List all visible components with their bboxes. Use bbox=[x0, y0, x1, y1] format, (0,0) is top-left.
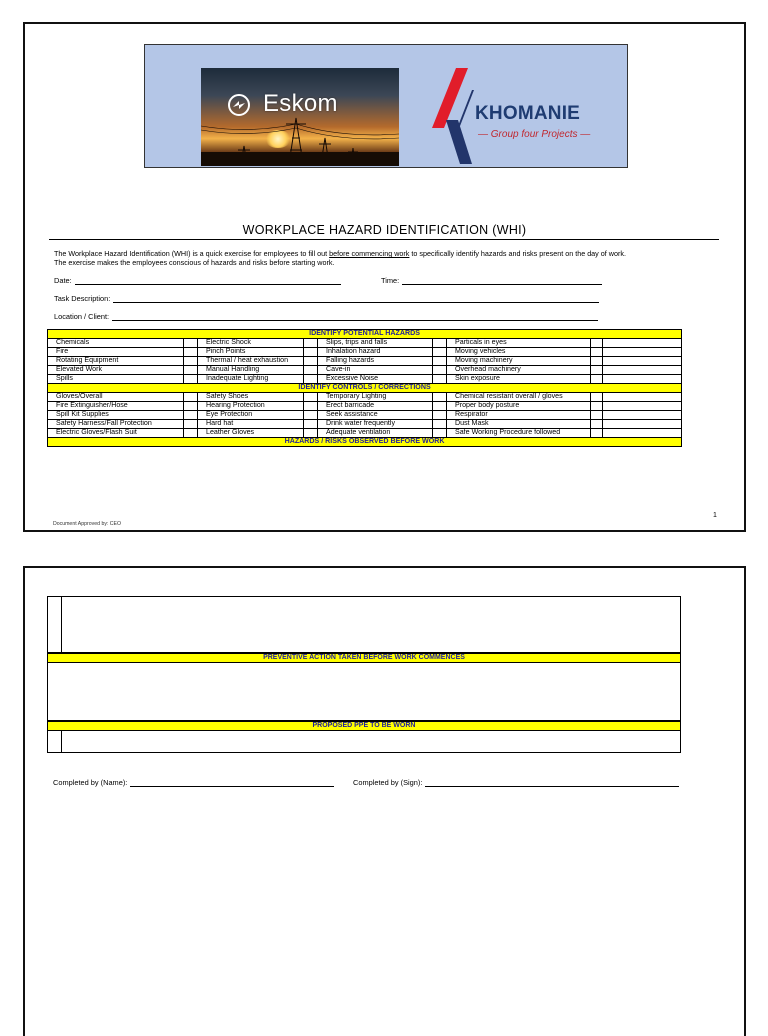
box-divider bbox=[61, 597, 62, 652]
completed-by-sign-input-line[interactable] bbox=[425, 779, 679, 787]
blank-cell bbox=[603, 420, 682, 429]
checkbox-cell[interactable] bbox=[433, 348, 447, 357]
hazard-row bbox=[48, 339, 682, 348]
control-item: Hard hat bbox=[198, 420, 304, 429]
hazard-row bbox=[48, 357, 682, 366]
logo-banner bbox=[144, 44, 628, 168]
checkbox-cell[interactable] bbox=[184, 348, 198, 357]
checkbox-cell[interactable] bbox=[304, 339, 318, 348]
time-label: Time: bbox=[381, 276, 400, 285]
control-item: Proper body posture bbox=[447, 402, 591, 411]
box-divider bbox=[61, 731, 62, 752]
proposed-ppe-box[interactable] bbox=[47, 731, 681, 753]
control-item: Adequate ventilation bbox=[318, 429, 433, 438]
document-approval-note: Document Approved by: CEO bbox=[53, 521, 122, 527]
blank-cell bbox=[603, 357, 682, 366]
control-item: Safe Working Procedure followed bbox=[447, 429, 591, 438]
control-item: Safety Shoes bbox=[198, 393, 304, 402]
checkbox-cell[interactable] bbox=[591, 339, 603, 348]
khomanie-tagline: — Group four Projects — bbox=[478, 129, 591, 140]
control-row bbox=[48, 411, 682, 420]
control-row bbox=[48, 402, 682, 411]
hazard-control-table bbox=[47, 329, 682, 447]
checkbox-cell[interactable] bbox=[433, 366, 447, 375]
checkbox-cell[interactable] bbox=[304, 402, 318, 411]
checkbox-cell[interactable] bbox=[304, 420, 318, 429]
task-description-field bbox=[54, 294, 599, 303]
hazard-item: Manual Handling bbox=[198, 366, 304, 375]
checkbox-cell[interactable] bbox=[184, 411, 198, 420]
hazard-item: Excessive Noise bbox=[318, 375, 433, 384]
checkbox-cell[interactable] bbox=[184, 339, 198, 348]
control-row bbox=[48, 393, 682, 402]
control-item: Drink water frequently bbox=[318, 420, 433, 429]
control-item: Respirator bbox=[447, 411, 591, 420]
blank-cell bbox=[603, 393, 682, 402]
checkbox-cell[interactable] bbox=[433, 411, 447, 420]
blank-cell bbox=[603, 375, 682, 384]
checkbox-cell[interactable] bbox=[304, 429, 318, 438]
section-header-hazards: IDENTIFY POTENTIAL HAZARDS bbox=[48, 330, 682, 339]
checkbox-cell[interactable] bbox=[184, 357, 198, 366]
hazard-row bbox=[48, 366, 682, 375]
checkbox-cell[interactable] bbox=[433, 357, 447, 366]
eskom-logo bbox=[201, 68, 399, 166]
control-item: Hearing Protection bbox=[198, 402, 304, 411]
control-item: Leather Gloves bbox=[198, 429, 304, 438]
control-item: Erect barricade bbox=[318, 402, 433, 411]
checkbox-cell[interactable] bbox=[591, 357, 603, 366]
control-item: Gloves/Overall bbox=[48, 393, 184, 402]
hazard-item: Elevated Work bbox=[48, 366, 184, 375]
page-1 bbox=[23, 22, 746, 532]
checkbox-cell[interactable] bbox=[433, 339, 447, 348]
eskom-wordmark: Eskom bbox=[263, 90, 338, 117]
task-description-input-line[interactable] bbox=[113, 295, 599, 303]
hazard-item: Moving vehicles bbox=[447, 348, 591, 357]
checkbox-cell[interactable] bbox=[433, 429, 447, 438]
blank-cell bbox=[603, 366, 682, 375]
location-client-label: Location / Client: bbox=[54, 312, 110, 321]
checkbox-cell[interactable] bbox=[591, 402, 603, 411]
date-label: Date: bbox=[54, 276, 72, 285]
checkbox-cell[interactable] bbox=[184, 393, 198, 402]
control-item: Temporary Lighting bbox=[318, 393, 433, 402]
page-number: 1 bbox=[713, 512, 717, 519]
khomanie-chevron-icon bbox=[426, 68, 474, 164]
checkbox-cell[interactable] bbox=[433, 402, 447, 411]
hazard-item: Inhalation hazard bbox=[318, 348, 433, 357]
blank-cell bbox=[603, 411, 682, 420]
hazard-item: Electric Shock bbox=[198, 339, 304, 348]
checkbox-cell[interactable] bbox=[304, 366, 318, 375]
title-underline bbox=[49, 239, 719, 240]
checkbox-cell[interactable] bbox=[591, 375, 603, 384]
control-row bbox=[48, 429, 682, 438]
page-2 bbox=[23, 566, 746, 1036]
hazard-item: Slips, trips and falls bbox=[318, 339, 433, 348]
hazard-item: Inadequate Lighting bbox=[198, 375, 304, 384]
hazard-item: Rotating Equipment bbox=[48, 357, 184, 366]
hazard-item: Particals in eyes bbox=[447, 339, 591, 348]
hazard-item: Overhead machinery bbox=[447, 366, 591, 375]
location-client-field bbox=[54, 312, 598, 321]
date-input-line[interactable] bbox=[75, 277, 341, 285]
hazard-item: Fire bbox=[48, 348, 184, 357]
checkbox-cell[interactable] bbox=[591, 348, 603, 357]
hazard-item: Moving machinery bbox=[447, 357, 591, 366]
hazard-item: Thermal / heat exhaustion bbox=[198, 357, 304, 366]
hazard-item: Spills bbox=[48, 375, 184, 384]
checkbox-cell[interactable] bbox=[184, 366, 198, 375]
location-client-input-line[interactable] bbox=[112, 313, 598, 321]
checkbox-cell[interactable] bbox=[433, 393, 447, 402]
preventive-action-box[interactable] bbox=[47, 663, 681, 721]
section-header-observed: HAZARDS / RISKS OBSERVED BEFORE WORK bbox=[48, 438, 682, 447]
checkbox-cell[interactable] bbox=[184, 375, 198, 384]
control-row bbox=[48, 420, 682, 429]
intro-text-underlined: before commencing work bbox=[329, 249, 410, 258]
completed-by-sign-label: Completed by (Sign): bbox=[353, 778, 423, 787]
checkbox-cell[interactable] bbox=[591, 366, 603, 375]
checkbox-cell[interactable] bbox=[184, 420, 198, 429]
time-field bbox=[381, 276, 602, 285]
blank-cell bbox=[603, 429, 682, 438]
completed-by-name-input-line[interactable] bbox=[130, 779, 334, 787]
checkbox-cell[interactable] bbox=[591, 393, 603, 402]
checkbox-cell[interactable] bbox=[304, 411, 318, 420]
control-item: Dust Mask bbox=[447, 420, 591, 429]
intro-text-end: to specifically identify hazards and risks present on the day of work. bbox=[409, 249, 626, 258]
control-item: Seek assistance bbox=[318, 411, 433, 420]
observed-hazards-box[interactable] bbox=[47, 596, 681, 653]
eskom-emblem-icon bbox=[227, 93, 251, 117]
checkbox-cell[interactable] bbox=[184, 429, 198, 438]
hazard-row bbox=[48, 375, 682, 384]
khomanie-wordmark: KHOMANIE bbox=[475, 103, 581, 124]
intro-text-start: The Workplace Hazard Identification (WHI) is a quick exercise for employees to fill out bbox=[54, 249, 330, 258]
checkbox-cell[interactable] bbox=[433, 375, 447, 384]
control-item: Spill Kit Supplies bbox=[48, 411, 184, 420]
checkbox-cell[interactable] bbox=[304, 348, 318, 357]
control-item: Eye Protection bbox=[198, 411, 304, 420]
date-field bbox=[54, 276, 341, 285]
checkbox-cell[interactable] bbox=[184, 402, 198, 411]
checkbox-cell[interactable] bbox=[591, 429, 603, 438]
control-item: Electric Gloves/Flash Suit bbox=[48, 429, 184, 438]
section-header-controls: IDENTIFY CONTROLS / CORRECTIONS bbox=[48, 384, 682, 393]
hazard-item: Pinch Points bbox=[198, 348, 304, 357]
blank-cell bbox=[603, 339, 682, 348]
control-item: Safety Harness/Fall Protection bbox=[48, 420, 184, 429]
section-header-preventive: PREVENTIVE ACTION TAKEN BEFORE WORK COMMENCES bbox=[47, 653, 681, 663]
checkbox-cell[interactable] bbox=[591, 420, 603, 429]
hazard-item: Cave-in bbox=[318, 366, 433, 375]
hazard-item: Chemicals bbox=[48, 339, 184, 348]
hazard-row bbox=[48, 348, 682, 357]
task-description-label: Task Description: bbox=[54, 294, 111, 303]
time-input-line[interactable] bbox=[402, 277, 602, 285]
completed-by-sign-field bbox=[353, 778, 679, 787]
completed-by-name-label: Completed by (Name): bbox=[53, 778, 128, 787]
control-item: Chemical resistant overall / gloves bbox=[447, 393, 591, 402]
checkbox-cell[interactable] bbox=[591, 411, 603, 420]
hazard-item: Skin exposure bbox=[447, 375, 591, 384]
checkbox-cell[interactable] bbox=[304, 393, 318, 402]
checkbox-cell[interactable] bbox=[433, 420, 447, 429]
intro-text-line2: The exercise makes the employees conscious of hazards and risks before starting work. bbox=[54, 258, 335, 268]
hazard-item: Falling hazards bbox=[318, 357, 433, 366]
intro-paragraph bbox=[54, 249, 744, 268]
completed-by-name-field bbox=[53, 778, 334, 787]
checkbox-cell[interactable] bbox=[304, 375, 318, 384]
control-item: Fire Extinguisher/Hose bbox=[48, 402, 184, 411]
document-title: WORKPLACE HAZARD IDENTIFICATION (WHI) bbox=[242, 223, 527, 237]
checkbox-cell[interactable] bbox=[304, 357, 318, 366]
blank-cell bbox=[603, 402, 682, 411]
horizon-ground bbox=[201, 152, 399, 166]
blank-cell bbox=[603, 348, 682, 357]
section-header-ppe: PROPOSED PPE TO BE WORN bbox=[47, 721, 681, 731]
